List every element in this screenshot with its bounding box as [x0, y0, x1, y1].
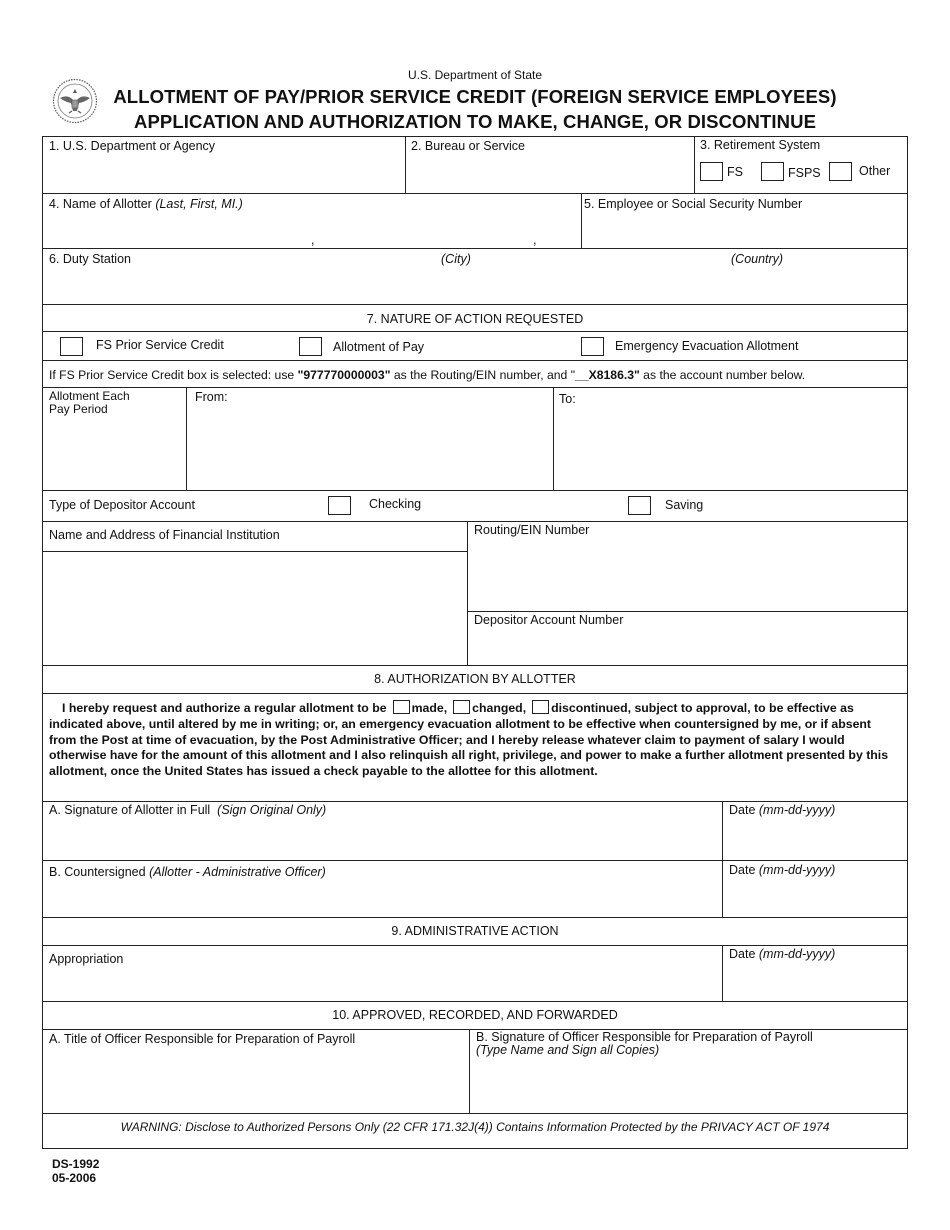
retirement-fs-label: FS — [727, 165, 743, 179]
section8-heading: 8. AUTHORIZATION BY ALLOTTER — [374, 672, 576, 686]
checking-checkbox[interactable] — [328, 496, 351, 515]
countersigned-date-input[interactable] — [724, 879, 905, 915]
signature-allotter-label: A. Signature of Allotter in Full (Sign Original Only) — [49, 803, 327, 817]
agency-label: 1. U.S. Department or Agency — [49, 139, 216, 153]
allotment-of-pay-label: Allotment of Pay — [333, 340, 425, 354]
privacy-warning: WARNING: Disclose to Authorized Persons Only (22 CFR 171.32J(4)) Contains Information Protected by the PRIVACY ACT OF 1974 — [120, 1120, 830, 1134]
saving-label: Saving — [665, 498, 704, 512]
changed-checkbox[interactable] — [453, 700, 470, 714]
depositor-type-label: Type of Depositor Account — [49, 498, 195, 512]
saving-checkbox[interactable] — [628, 496, 651, 515]
emergency-evacuation-label: Emergency Evacuation Allotment — [615, 339, 799, 353]
appropriation-date-input[interactable] — [724, 963, 905, 999]
emergency-evacuation-checkbox[interactable] — [581, 337, 604, 356]
section9-heading: 9. ADMINISTRATIVE ACTION — [391, 924, 559, 938]
form-number: DS-1992 — [52, 1157, 100, 1171]
checking-label: Checking — [369, 497, 422, 511]
account-number-input[interactable] — [469, 629, 905, 663]
institution-label: Name and Address of Financial Institution — [49, 528, 280, 542]
fs-prior-service-checkbox[interactable] — [60, 337, 83, 356]
made-checkbox[interactable] — [393, 700, 410, 714]
ssn-label: 5. Employee or Social Security Number — [584, 197, 803, 211]
signature-allotter-input[interactable] — [44, 819, 720, 858]
officer-signature-input[interactable] — [471, 1058, 905, 1111]
to-input[interactable] — [555, 406, 905, 488]
from-input[interactable] — [188, 406, 551, 488]
allotter-name-label: 4. Name of Allotter (Last, First, MI.) — [49, 197, 243, 211]
signature-date-label: Date (mm-dd-yyyy) — [729, 803, 836, 817]
retirement-other-label: Other — [859, 164, 891, 178]
officer-title-input[interactable] — [44, 1048, 467, 1111]
routing-label: Routing/EIN Number — [474, 523, 590, 537]
to-label: To: — [559, 392, 576, 406]
countersigned-input[interactable] — [44, 881, 720, 915]
allotment-of-pay-checkbox[interactable] — [299, 337, 322, 356]
appropriation-input[interactable] — [44, 968, 720, 999]
section7-heading: 7. NATURE OF ACTION REQUESTED — [366, 312, 584, 326]
section10-heading: 10. APPROVED, RECORDED, AND FORWARDED — [332, 1008, 618, 1022]
form-title-line2: APPLICATION AND AUTHORIZATION TO MAKE, CHANGE, OR DISCONTINUE — [133, 111, 817, 132]
from-label: From: — [195, 390, 228, 404]
authorization-paragraph: I hereby request and authorize a regular allotment to be made, changed, discontinued, subject to approval, to be effective as indicated above, until altered by me in writing; or, an emergency evacuation allotment to be effective when countersigned by me, or if absent from the Post at time of evacuation, by the Post Administrative Officer; and I hereby release whatever claim to payment of salary I would otherwise have for the amount of this allotment and I also relinquish all right, privilege, and power to make a further allotment presented by this allotment, once the United States has issued a check payable to the allottee for this allotment. — [49, 701, 889, 779]
allotment-each-label: Allotment Each Pay Period — [49, 389, 130, 416]
countersigned-label: B. Countersigned (Allotter - Administrative Officer) — [49, 865, 326, 879]
retirement-fsps-checkbox[interactable] — [761, 162, 784, 181]
signature-date-input[interactable] — [724, 819, 905, 858]
officer-signature-label: B. Signature of Officer Responsible for Preparation of Payroll (Type Name and Sign all Copies) — [476, 1030, 813, 1057]
form-edition-date: 05-2006 — [52, 1171, 97, 1185]
department-name: U.S. Department of State — [407, 68, 543, 82]
duty-station-input[interactable] — [44, 268, 905, 302]
account-number-label: Depositor Account Number — [474, 613, 624, 627]
retirement-other-checkbox[interactable] — [829, 162, 852, 181]
agency-input[interactable] — [44, 155, 403, 191]
prior-service-note: If FS Prior Service Credit box is selected: use "977770000003" as the Routing/EIN number, and "__X8186.3" as the account number below. — [49, 368, 806, 382]
ssn-input[interactable] — [583, 213, 905, 246]
fs-prior-service-label: FS Prior Service Credit — [96, 338, 224, 352]
appropriation-date-label: Date (mm-dd-yyyy) — [729, 947, 836, 961]
name-separator-comma: , — [533, 233, 537, 247]
countersigned-date-label: Date (mm-dd-yyyy) — [729, 863, 836, 877]
retirement-fsps-label: FSPS — [788, 166, 821, 180]
routing-input[interactable] — [469, 539, 905, 609]
discontinued-checkbox[interactable] — [532, 700, 549, 714]
retirement-system-label: 3. Retirement System — [700, 138, 821, 152]
city-hint: (City) — [441, 252, 471, 266]
name-separator-comma: , — [311, 233, 315, 247]
retirement-fs-checkbox[interactable] — [700, 162, 723, 181]
form-title-line1: ALLOTMENT OF PAY/PRIOR SERVICE CREDIT (FOREIGN SERVICE EMPLOYEES) — [113, 86, 837, 107]
bureau-input[interactable] — [407, 155, 692, 191]
country-hint: (Country) — [731, 252, 784, 266]
bureau-label: 2. Bureau or Service — [411, 139, 525, 153]
appropriation-label: Appropriation — [49, 952, 124, 966]
institution-input[interactable] — [44, 553, 465, 663]
duty-station-label: 6. Duty Station — [49, 252, 131, 266]
officer-title-label: A. Title of Officer Responsible for Preparation of Payroll — [49, 1032, 356, 1046]
